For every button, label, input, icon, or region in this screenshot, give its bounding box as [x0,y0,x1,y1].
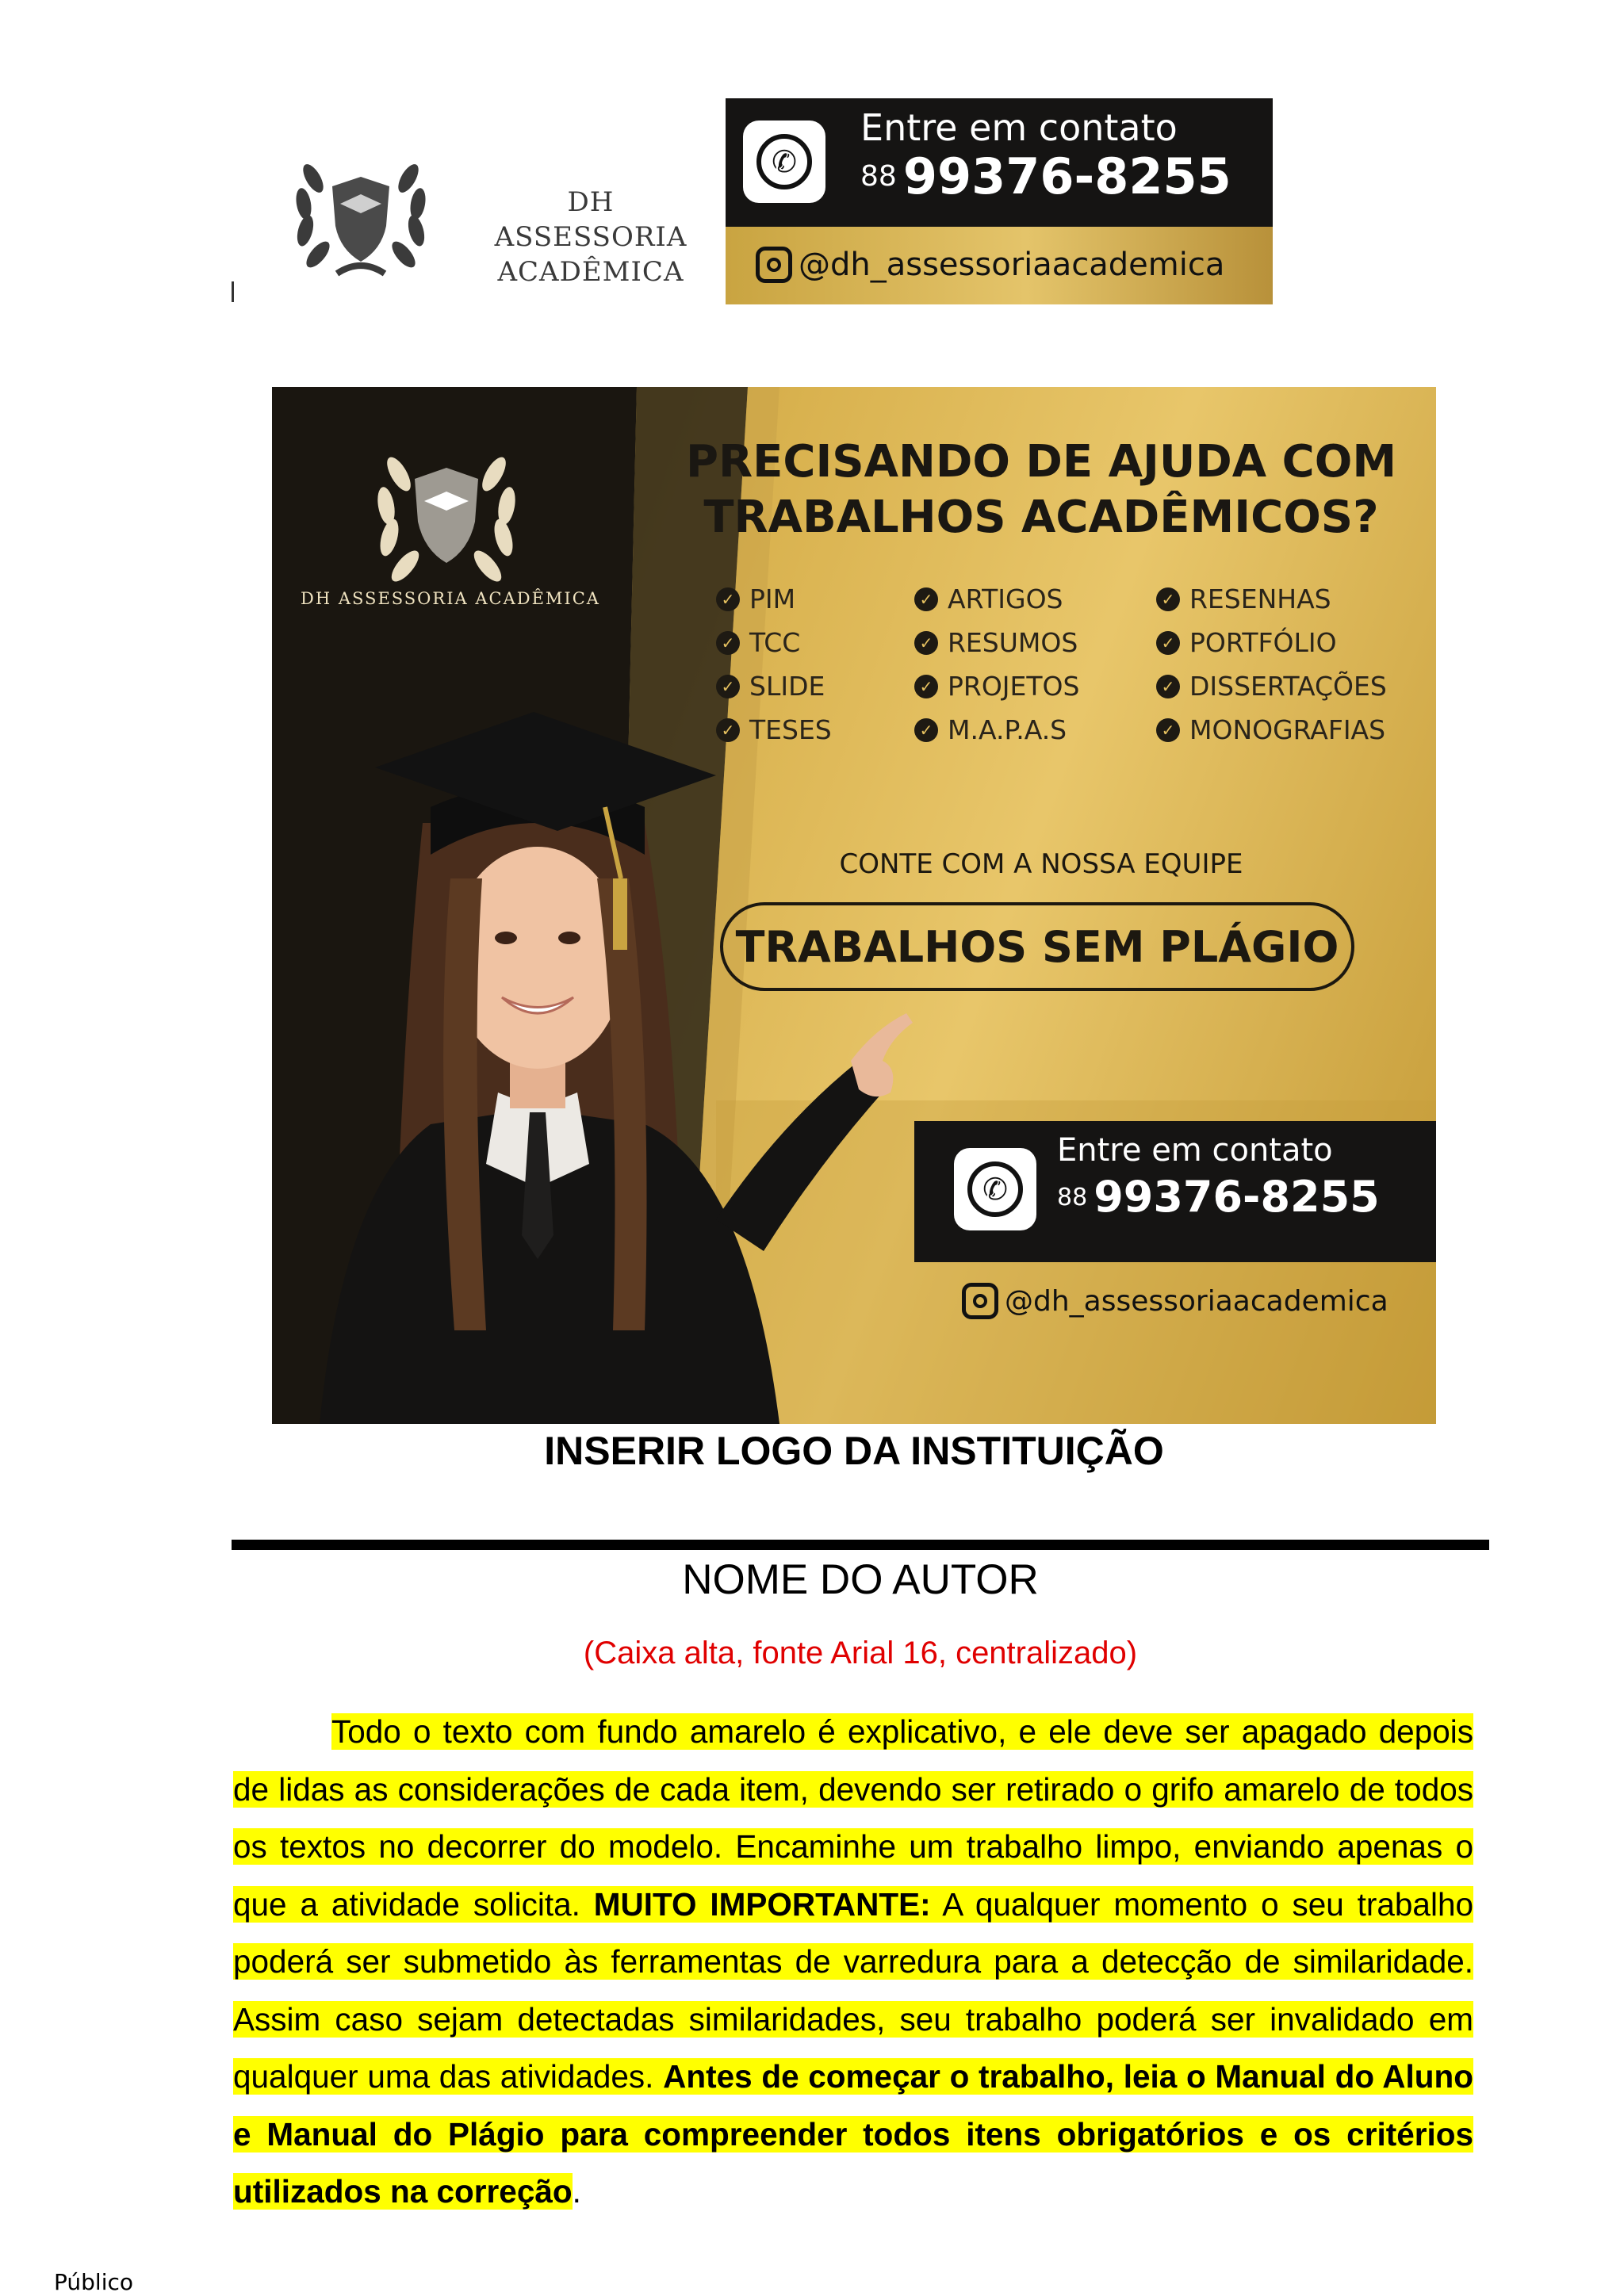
service-item [716,584,914,614]
service-label: MONOGRAFIAS [1189,714,1386,745]
banner-phone-area-code: 88 [1057,1184,1088,1211]
graduate-photo [272,617,922,1424]
contact-phone [860,147,1231,205]
banner-contact-phone [1057,1172,1380,1222]
service-item [914,714,1156,745]
contact-title: Entre em contato [860,106,1178,149]
service-label: RESENHAS [1189,584,1331,614]
paragraph-text-1: Todo o texto com fundo amarelo é explicativo, e ele deve ser apagado depois de lidas as considerações de cada item, devendo ser retirado o grifo amarelo de todos os textos no decorrer do modelo. Encaminhe um trabalho limpo, enviando apenas o que a atividade solicita. [233,1713,1473,1923]
service-label: TESES [749,714,832,745]
service-label: PROJETOS [948,671,1080,702]
horizontal-rule [232,1540,1489,1550]
instagram-text: @dh_assessoriaacademica [799,247,1225,283]
important-label: MUITO IMPORTANTE: [593,1885,931,1923]
service-label: PIM [749,584,796,614]
check-circle-icon: ✓ [914,587,938,611]
phone-number: 99376-8255 [902,147,1231,205]
banner-contact-title: Entre em contato [1057,1132,1333,1169]
instagram-icon [962,1283,998,1319]
check-circle-icon: ✓ [914,631,938,655]
contact-card [726,98,1273,304]
banner-instagram-handle [962,1283,1388,1319]
instructions-paragraph [233,1703,1473,2221]
no-plagiarism-pill: TRABALHOS SEM PLÁGIO [720,902,1354,991]
service-label: ARTIGOS [948,584,1063,614]
classification-label: Público [54,2269,133,2295]
check-circle-icon: ✓ [1156,675,1180,698]
service-label: DISSERTAÇÕES [1189,671,1387,702]
service-item [1156,671,1410,702]
check-circle-icon: ✓ [1156,587,1180,611]
banner-logo-text: DH ASSESSORIA ACADÊMICA [301,589,600,608]
check-circle-icon: ✓ [1156,631,1180,655]
service-item [1156,714,1410,745]
logo-line-1: DH ASSESSORIA [494,186,688,253]
service-label: PORTFÓLIO [1189,627,1337,658]
headline-line-1: PRECISANDO DE AJUDA COM [685,436,1397,488]
service-item [914,627,1156,658]
service-label: RESUMOS [948,627,1078,658]
service-label: TCC [749,627,801,658]
author-format-note: (Caixa alta, fonte Arial 16, centralizado) [583,1636,1138,1670]
instagram-icon [756,247,792,283]
banner-headline [668,434,1414,545]
check-circle-icon: ✓ [914,718,938,742]
team-text: CONTE COM A NOSSA EQUIPE [839,848,1243,880]
banner-phone-icon: ✆ [954,1148,1036,1230]
service-item [914,584,1156,614]
author-name: NOME DO AUTOR [682,1556,1039,1603]
service-label: SLIDE [749,671,825,702]
headline-line-2: TRABALHOS ACADÊMICOS? [703,492,1379,543]
check-circle-icon: ✓ [914,675,938,698]
service-label: M.A.P.A.S [948,714,1067,745]
service-item [914,671,1156,702]
logo-line-2: ACADÊMICA [497,256,684,288]
check-circle-icon: ✓ [716,631,740,655]
institution-logo-placeholder: INSERIR LOGO DA INSTITUIÇÃO [544,1429,1164,1473]
service-item [1156,627,1410,658]
phone-area-code: 88 [860,160,897,193]
text-cursor [232,281,234,302]
check-circle-icon: ✓ [1156,718,1180,742]
banner-phone-number: 99376-8255 [1094,1172,1380,1222]
instagram-handle [756,247,1224,283]
advertising-banner [272,387,1436,1424]
manual-instruction: Antes de começar o trabalho, leia o Manual do Aluno e Manual do Plágio para compreender todos itens obrigatórios e os critérios utilizados na correção [233,2058,1473,2210]
laurel-shield-logo-icon [282,147,440,289]
check-circle-icon: ✓ [716,718,740,742]
phone-icon: ✆ [743,121,825,203]
paragraph-end: . [572,2173,581,2210]
logo-wordmark [484,185,698,289]
check-circle-icon: ✓ [716,675,740,698]
paragraph-text-2: A qualquer momento o seu trabalho poderá ser submetido às ferramentas de varredura para a detecção de similaridade. Assim caso sejam detectadas similaridades, seu trabalho poderá ser invalidado em qualquer uma das atividades. [233,1885,1473,2095]
check-circle-icon: ✓ [716,587,740,611]
banner-instagram-text: @dh_assessoriaacademica [1005,1284,1388,1318]
service-item [1156,584,1410,614]
company-logo [282,147,694,289]
